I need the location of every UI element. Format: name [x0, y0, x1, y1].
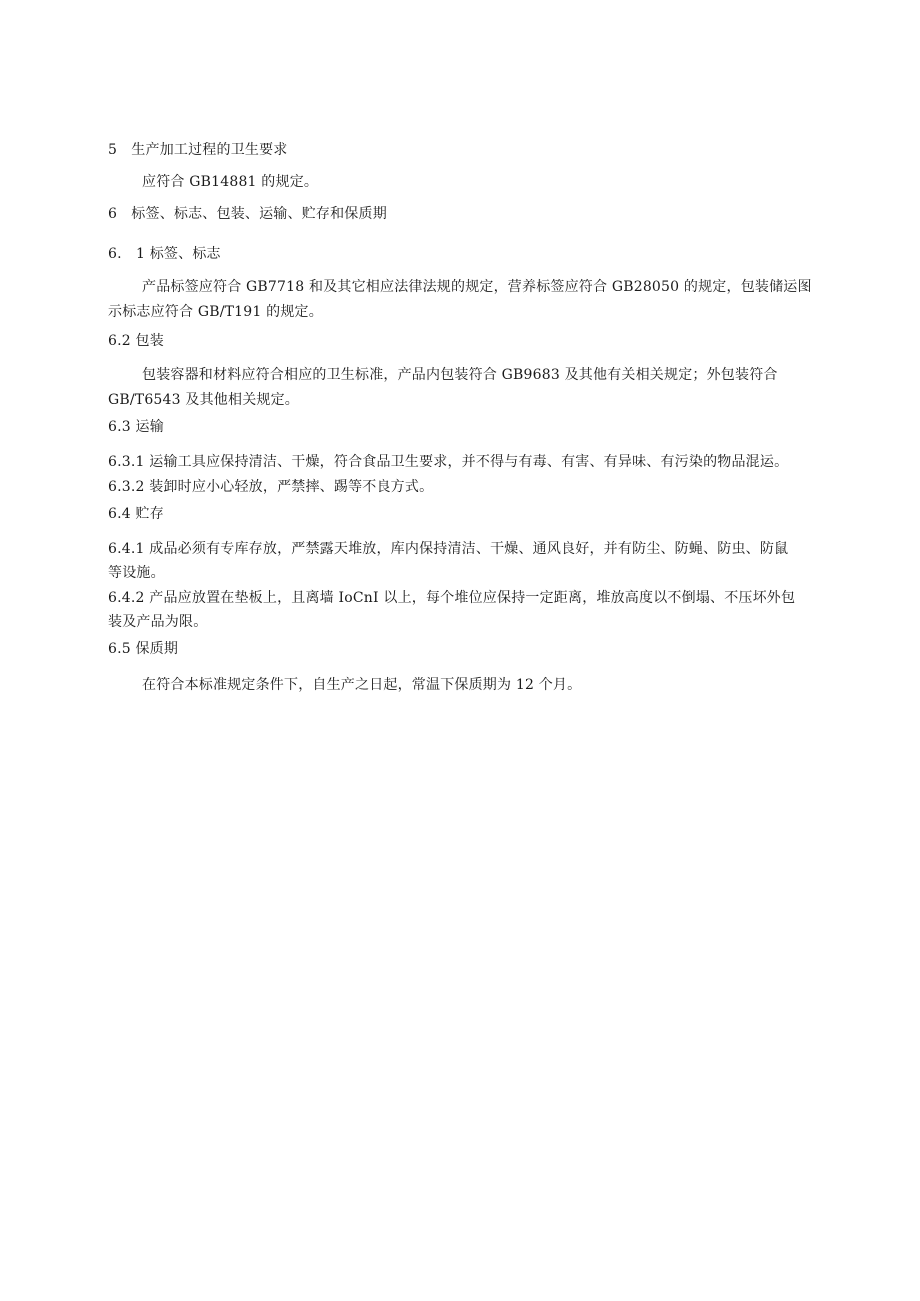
- section-6-3-2-item: 6.3.2 装卸时应小心轻放，严禁摔、踢等不良方式。: [108, 479, 434, 495]
- section-6-1-body-line-2: 示标志应符合 GB/T191 的规定。: [108, 304, 323, 320]
- section-6-3-1-item: 6.3.1 运输工具应保持清洁、干燥，符合食品卫生要求，并不得与有毒、有害、有异味、有污染的物品混运。: [108, 454, 789, 470]
- section-6-4-2-item-line-1: 6.4.2 产品应放置在垫板上，且离墙 IoCnI 以上，每个堆位应保持一定距离，堆放高度以不倒塌、不压坏外包: [108, 590, 796, 606]
- section-6-1-heading: 6. 1 标签、标志: [108, 246, 221, 262]
- section-5-heading: 5 生产加工过程的卫生要求: [108, 142, 288, 158]
- section-6-2-heading: 6.2 包装: [108, 333, 164, 349]
- section-6-1-body-line-1: 产品标签应符合 GB7718 和及其它相应法律法规的规定，营养标签应符合 GB28050 的规定，包装储运图: [142, 279, 812, 295]
- section-6-5-heading: 6.5 保质期: [108, 641, 179, 657]
- section-6-2-body-line-1: 包装容器和材料应符合相应的卫生标准，产品内包装符合 GB9683 及其他有关相关规定；外包装符合: [142, 367, 778, 383]
- section-6-4-1-item-line-2: 等设施。: [108, 565, 165, 581]
- section-6-2-body-line-2: GB/T6543 及其他相关规定。: [108, 392, 300, 408]
- section-6-5-body: 在符合本标准规定条件下，自生产之日起，常温下保质期为 12 个月。: [142, 677, 582, 693]
- section-6-heading: 6 标签、标志、包装、运输、贮存和保质期: [108, 206, 387, 222]
- section-5-body: 应符合 GB14881 的规定。: [142, 174, 319, 190]
- section-6-3-heading: 6.3 运输: [108, 419, 164, 435]
- section-6-4-2-item-line-2: 装及产品为限。: [108, 614, 208, 630]
- section-6-4-1-item-line-1: 6.4.1 成品必须有专库存放，严禁露天堆放，库内保持清洁、干燥、通风良好，并有防尘、防蝇、防虫、防鼠: [108, 541, 789, 557]
- section-6-4-heading: 6.4 贮存: [108, 506, 164, 522]
